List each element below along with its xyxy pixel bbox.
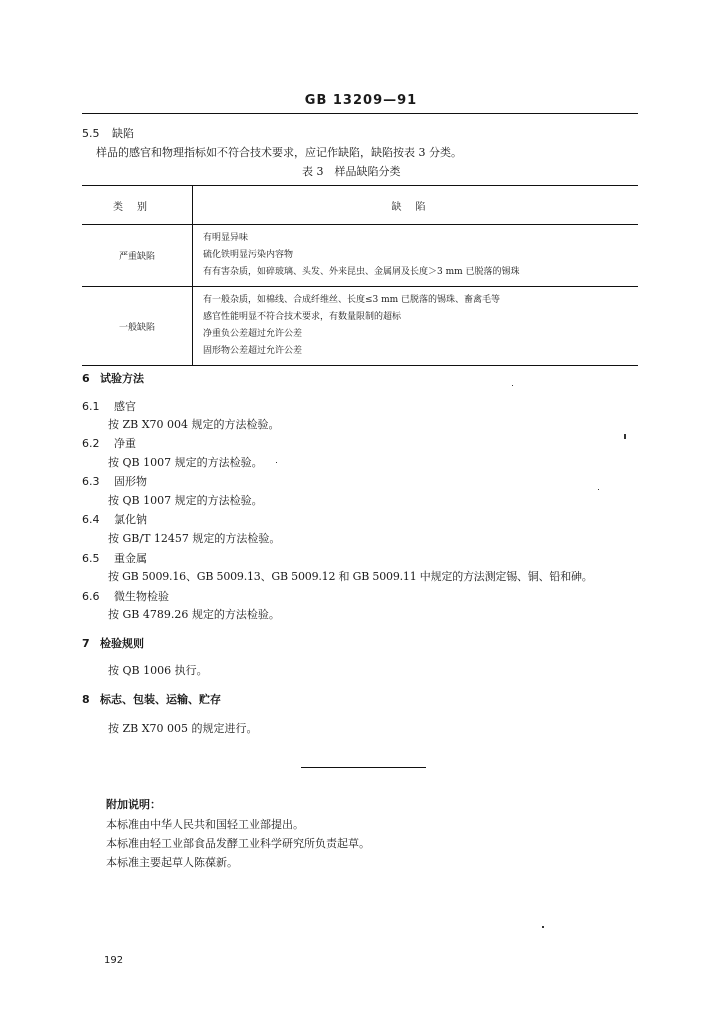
section-6-4-number: 6.4 bbox=[82, 513, 100, 526]
section-6-6-number: 6.6 bbox=[82, 590, 100, 603]
end-of-text-rule bbox=[301, 767, 426, 768]
section-6-title: 试验方法 bbox=[100, 372, 144, 385]
section-5-5-body: 样品的感官和物理指标如不符合技术要求，应记作缺陷，缺陷按表 3 分类。 bbox=[96, 146, 462, 159]
section-5-5-title: 缺陷 bbox=[112, 127, 134, 140]
section-6-3-body: 按 QB 1007 规定的方法检验。 bbox=[108, 494, 263, 507]
general-defect-list bbox=[193, 287, 639, 366]
appendix-note-line: 本标准由中华人民共和国轻工业部提出。 bbox=[106, 818, 304, 831]
section-7-body: 按 QB 1006 执行。 bbox=[108, 664, 208, 677]
table-row bbox=[82, 225, 638, 287]
table-header-row bbox=[82, 186, 638, 225]
column-header-defect: 缺陷 bbox=[193, 186, 639, 225]
defect-item: 有一般杂质，如棉线、合成纤维丝、长度≤3 mm 已脱落的锡珠、畜禽毛等 bbox=[203, 295, 501, 305]
section-6-1-body: 按 ZB X70 004 规定的方法检验。 bbox=[108, 418, 280, 431]
page-number: 192 bbox=[104, 955, 124, 966]
column-header-category: 类别 bbox=[82, 186, 193, 225]
section-6-4-title: 氯化钠 bbox=[114, 513, 147, 526]
section-7-number: 7 bbox=[82, 637, 90, 650]
defect-item: 有明显异味 bbox=[203, 233, 249, 243]
scan-speck bbox=[512, 385, 513, 386]
section-6-2-number: 6.2 bbox=[82, 437, 100, 450]
section-6-1-title: 感官 bbox=[114, 400, 136, 413]
scan-speck bbox=[624, 434, 626, 439]
defect-item: 硫化铁明显污染内容物 bbox=[203, 250, 294, 260]
appendix-note-line: 本标准由轻工业部食品发酵工业科学研究所负责起草。 bbox=[106, 837, 370, 850]
category-general-defect: 一般缺陷 bbox=[82, 287, 193, 366]
defect-item: 有有害杂质，如碎玻璃、头发、外来昆虫、金属屑及长度＞3 mm 已脱落的锡珠 bbox=[203, 267, 520, 277]
category-serious-defect: 严重缺陷 bbox=[82, 225, 193, 287]
appendix-note-line: 本标准主要起草人陈葆新。 bbox=[106, 856, 238, 869]
section-6-6-body: 按 GB 4789.26 规定的方法检验。 bbox=[108, 608, 280, 621]
section-6-5-title: 重金属 bbox=[114, 552, 147, 565]
defect-item: 固形物公差超过允许公差 bbox=[203, 346, 303, 356]
header-divider bbox=[82, 113, 638, 114]
defect-item: 感官性能明显不符合技术要求，有数量限制的超标 bbox=[203, 312, 402, 322]
section-6-2-body: 按 QB 1007 规定的方法检验。 bbox=[108, 456, 263, 469]
section-6-5-number: 6.5 bbox=[82, 552, 100, 565]
section-7-title: 检验规则 bbox=[100, 637, 144, 650]
section-6-3-number: 6.3 bbox=[82, 475, 100, 488]
scan-speck bbox=[542, 926, 544, 928]
scan-speck bbox=[276, 462, 277, 463]
section-8-body: 按 ZB X70 005 的规定进行。 bbox=[108, 722, 258, 735]
appendix-note-title: 附加说明： bbox=[106, 798, 161, 811]
defect-classification-table bbox=[82, 185, 638, 366]
section-8-title: 标志、包装、运输、贮存 bbox=[100, 693, 221, 706]
serious-defect-list bbox=[193, 225, 639, 287]
section-8-number: 8 bbox=[82, 693, 90, 706]
standard-code-header: GB 13209—91 bbox=[304, 93, 418, 108]
defect-item: 净重负公差超过允许公差 bbox=[203, 329, 303, 339]
table-row bbox=[82, 287, 638, 366]
section-6-1-number: 6.1 bbox=[82, 400, 100, 413]
section-6-5-body: 按 GB 5009.16、GB 5009.13、GB 5009.12 和 GB 5009.11 中规定的方法测定锡、铜、铅和砷。 bbox=[108, 570, 593, 583]
scan-speck bbox=[598, 489, 599, 490]
section-6-2-title: 净重 bbox=[114, 437, 136, 450]
table-3-caption: 表 3 样品缺陷分类 bbox=[302, 165, 401, 178]
section-5-5-number: 5.5 bbox=[82, 127, 100, 140]
section-6-3-title: 固形物 bbox=[114, 475, 147, 488]
section-6-6-title: 微生物检验 bbox=[114, 590, 169, 603]
section-6-number: 6 bbox=[82, 372, 90, 385]
section-6-4-body: 按 GB/T 12457 规定的方法检验。 bbox=[108, 532, 281, 545]
